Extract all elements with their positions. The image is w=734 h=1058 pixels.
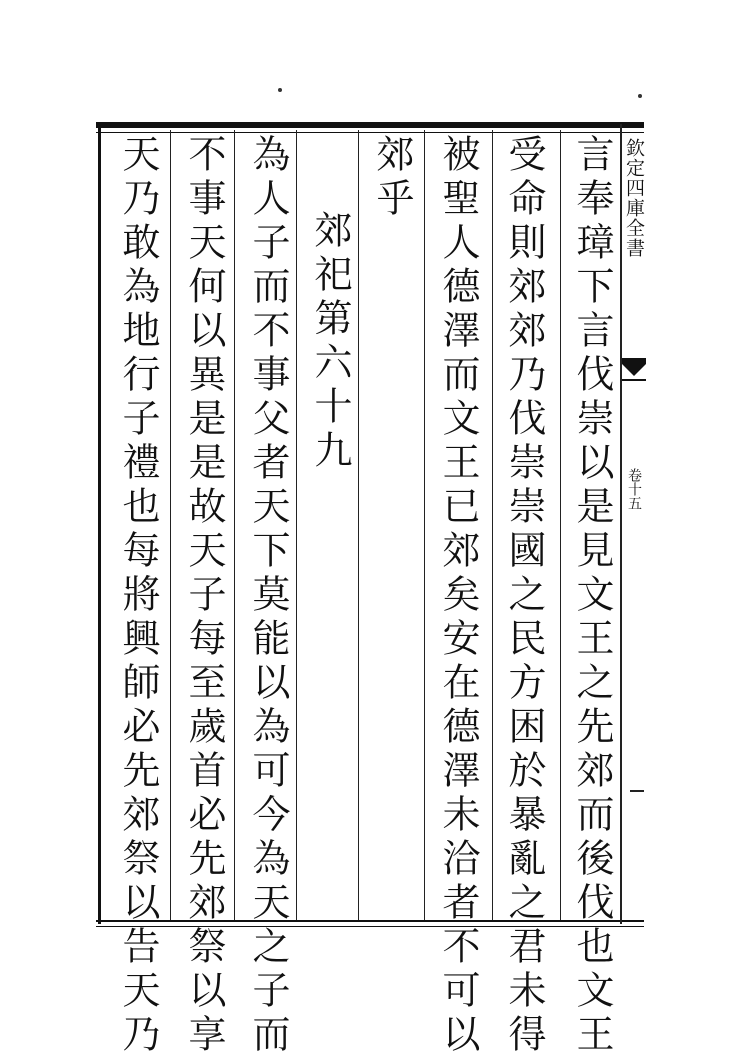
- text-column-2: 受命則郊郊乃伐崇崇國之民方困於暴亂之君未得: [502, 134, 546, 1058]
- column-divider: [170, 130, 171, 920]
- spine-book-title: 欽定四庫全書: [623, 138, 645, 258]
- text-column-6: 為人子而不事父者天下莫能以為可今為天之子而: [246, 134, 290, 1058]
- chapter-heading: 郊祀第六十九: [308, 210, 352, 474]
- column-divider: [424, 130, 425, 920]
- text-column-7: 不事天何以異是是故天子每至歲首必先郊祭以享: [182, 134, 226, 1058]
- fish-tail-mark-icon: [622, 358, 646, 388]
- text-column-8: 天乃敢為地行子禮也每將興師必先郊祭以告天乃: [116, 134, 160, 1058]
- spine-juan-label: 卷十五: [626, 468, 642, 510]
- text-column-4: 郊乎: [370, 134, 414, 222]
- column-divider: [560, 130, 561, 920]
- column-divider: [234, 130, 235, 920]
- top-border-inner: [96, 132, 644, 133]
- text-column-1: 言奉璋下言伐崇以是見文王之先郊而後伐也文王: [570, 134, 614, 1058]
- scan-speck: [638, 94, 642, 98]
- spine-mark: [630, 790, 644, 792]
- text-column-3: 被聖人德澤而文王已郊矣安在德澤未洽者不可以: [436, 134, 480, 1058]
- column-divider: [492, 130, 493, 920]
- scan-speck: [278, 88, 282, 92]
- left-border: [98, 126, 101, 924]
- top-border: [96, 122, 644, 128]
